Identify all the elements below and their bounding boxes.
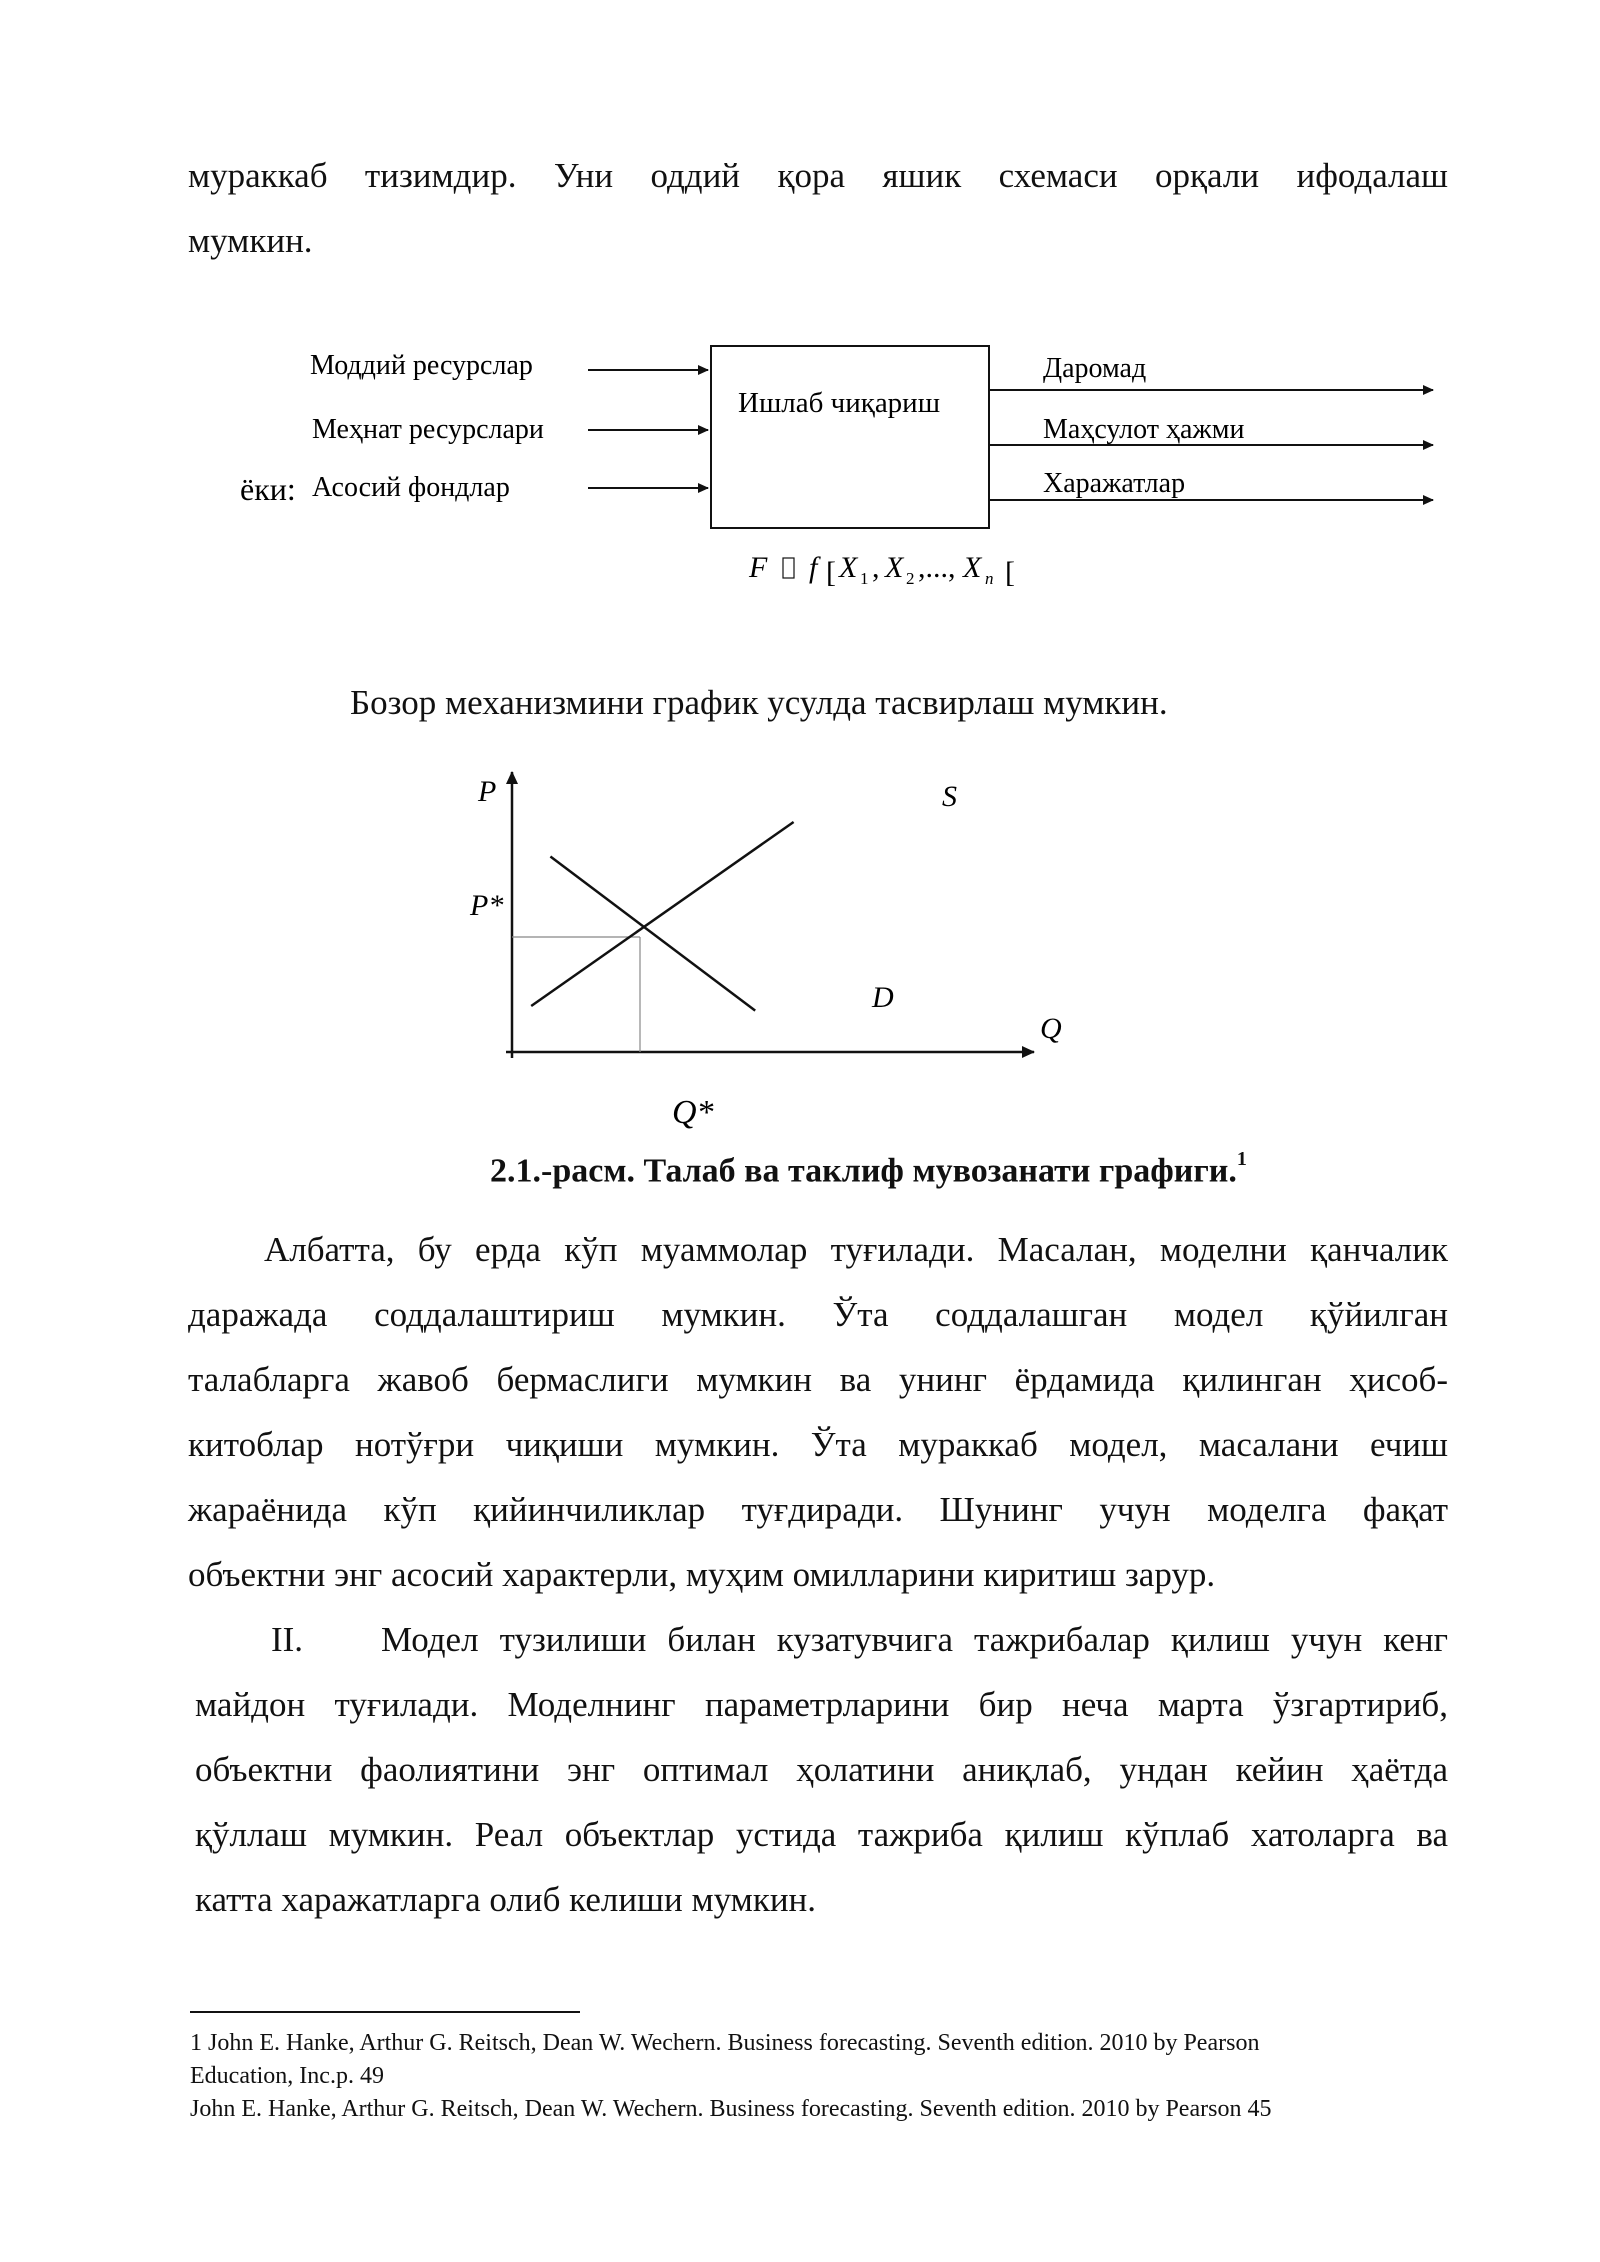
- input-label-labor: Меҳнат ресурслари: [312, 414, 544, 445]
- formula-comma: ,: [872, 551, 880, 584]
- formula-subn: n: [985, 569, 994, 588]
- demand-label: D: [872, 981, 894, 1014]
- text-line: [271, 1607, 1448, 1672]
- paragraph-simplification: [188, 1217, 1448, 1607]
- footnote-line: 1 John E. Hanke, Arthur G. Reitsch, Dean W. Wechern. Business forecasting. Seventh edition. 2010 by Pearson: [190, 2030, 1260, 2056]
- production-box-label: Ишлаб чиқариш: [738, 387, 941, 419]
- black-box-diagram: [0, 330, 1600, 620]
- text-line: мумкин.: [188, 221, 313, 260]
- output-label-costs: Харажатлар: [1043, 468, 1186, 499]
- supply-line: [531, 822, 793, 1006]
- output-label-income: Даромад: [1043, 353, 1147, 384]
- formula-sub1: 1: [860, 569, 869, 588]
- footnote-divider: [190, 2011, 580, 2013]
- formula-close-bracket: [: [1005, 556, 1015, 589]
- text-line: Албатта, бу ерда кўп муаммолар туғилади. Масалан, моделни қанчалик: [264, 1230, 1448, 1269]
- text-line: объектни энг асосий характерли, муҳим омилларини киритиш зарур.: [188, 1555, 1216, 1594]
- footnote-line: John E. Hanke, Arthur G. Reitsch, Dean W. Wechern. Business forecasting. Seventh edition. 2010 by Pearson 45: [190, 2096, 1272, 2122]
- formula-open-bracket: [: [826, 556, 836, 589]
- formula-xn: X: [963, 551, 982, 584]
- paragraph-experiments: [195, 1607, 1448, 1932]
- input-label-material: Моддий ресурслар: [310, 350, 533, 381]
- formula-dots: ,...,: [918, 551, 956, 584]
- formula-equals-glyph: [783, 558, 794, 578]
- text-line: китоблар нотўғри чиқиши мумкин. Ўта мураккаб модел, масалани ечиш: [188, 1425, 1448, 1464]
- formula-sub2: 2: [906, 569, 915, 588]
- supply-demand-chart: [0, 760, 1600, 1140]
- top-paragraph: [188, 143, 1448, 273]
- figure-caption: [490, 1148, 1247, 1190]
- text-line: қўллаш мумкин. Реал объектлар устида тажриба қилиш кўплаб хатоларга ва: [195, 1815, 1448, 1854]
- text-line: майдон туғилади. Моделнинг параметрларини бир неча марта ўзгартириб,: [195, 1685, 1448, 1724]
- text-line: даражада соддалаштириш мумкин. Ўта соддалашган модел қўйилган: [188, 1295, 1448, 1334]
- text-line: мураккаб тизимдир. Уни оддий қора яшик схемаси орқали ифодалаш: [188, 156, 1448, 195]
- figure-caption-text: 2.1.-расм. Талаб ва таклиф мувозанати графиги.: [490, 1152, 1237, 1190]
- intro-sentence: Бозор механизмини график усулда тасвирлаш мумкин.: [350, 683, 1168, 722]
- equilibrium-price-label: P*: [470, 889, 504, 922]
- production-box: [711, 346, 989, 528]
- demand-line: [550, 857, 755, 1011]
- text-line: объектни фаолиятини энг оптимал ҳолатини аниқлаб, ундан кейин ҳаётда: [195, 1750, 1448, 1789]
- footnote-line: Education, Inc.p. 49: [190, 2063, 384, 2089]
- x-axis-label: Q: [1040, 1012, 1062, 1045]
- text-line: жараёнида кўп қийинчиликлар туғдиради. Шунинг учун моделга фақат: [188, 1490, 1448, 1529]
- supply-label: S: [942, 780, 957, 813]
- footnote-mark: 1: [1236, 1148, 1247, 1170]
- list-marker: II.: [271, 1620, 304, 1659]
- formula-f: f: [809, 551, 818, 584]
- text-line: талабларга жавоб бермаслиги мумкин ва унинг ёрдамида қилинган ҳисоб-: [188, 1360, 1448, 1399]
- input-label-fixed-assets: Асосий фондлар: [312, 472, 510, 503]
- formula-x1: X: [839, 551, 858, 584]
- footnotes: [190, 2027, 1460, 2126]
- list-first-line: Модел тузилиши билан кузатувчига тажрибалар қилиш учун кенг: [381, 1620, 1448, 1659]
- diagram-prefix: ёки:: [240, 471, 296, 507]
- y-axis-label: P: [478, 775, 497, 808]
- equilibrium-quantity-label: Q*: [672, 1094, 714, 1131]
- formula-F: F: [749, 551, 768, 584]
- formula-x2: X: [885, 551, 904, 584]
- output-label-volume: Маҳсулот ҳажми: [1043, 414, 1245, 445]
- production-formula: [748, 551, 1015, 589]
- text-line: катта харажатларга олиб келиши мумкин.: [195, 1880, 817, 1919]
